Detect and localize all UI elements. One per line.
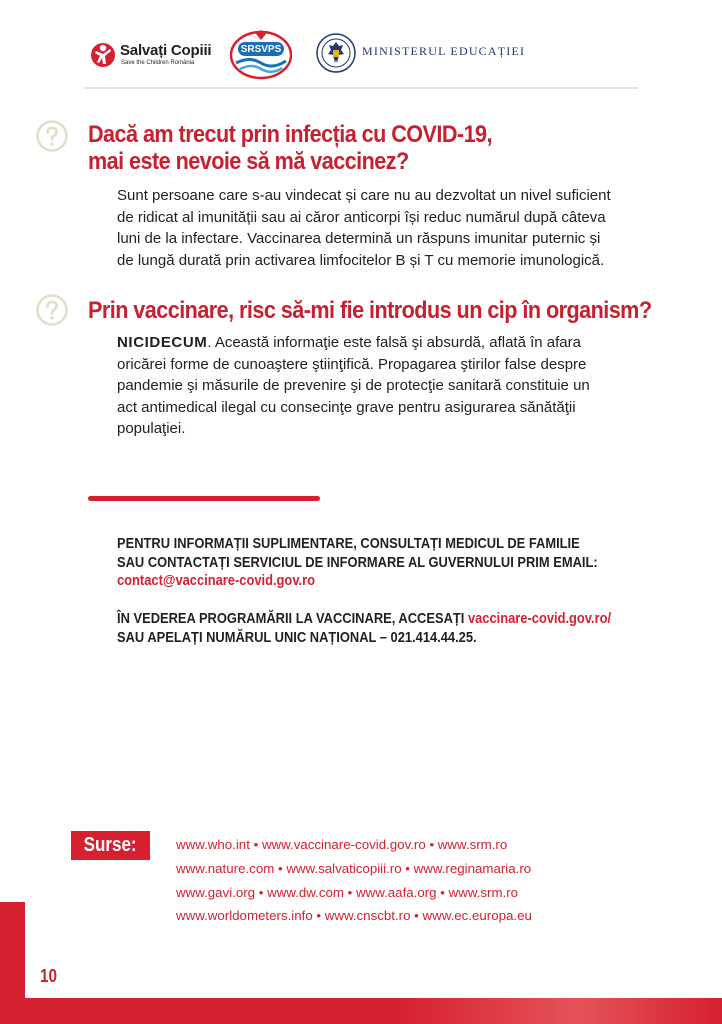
government-seal-icon: [316, 33, 356, 73]
srsvps-emblem-icon: [230, 30, 292, 80]
answer-line: . Această informaţie este falsă şi absurdă, aflată în afara: [207, 334, 581, 351]
sources-line: www.gavi.org • www.dw.com • www.aafa.org • www.srm.ro: [176, 884, 519, 900]
save-the-children-logo: [88, 38, 218, 88]
question-1-title: [88, 121, 492, 175]
srsvps-name: SRSVPS: [240, 44, 282, 55]
contact-email-link[interactable]: contact@vaccinare-covid.gov.ro: [117, 572, 316, 589]
answer-line: de ridicat al imunității sau ai căror anticorpi își reduc numărul după câteva: [117, 208, 606, 226]
booking-info-line: SAU APELAȚI NUMĂRUL UNIC NAȚIONAL – 021.414.44.25.: [117, 628, 477, 646]
vaccination-booking-info: [117, 610, 612, 647]
question-2-title: [88, 297, 652, 324]
answer-line: populaţiei.: [117, 420, 186, 438]
booking-info-line: ÎN VEDEREA PROGRAMĂRII LA VACCINARE, ACCESAȚI: [117, 610, 468, 627]
answer-emphasis: NICIDECUM: [117, 334, 208, 351]
answer-line: oricărei forme de cunoaştere ştiinţifică. Propagarea ştirilor false despre: [117, 355, 587, 373]
sources-line: www.who.int • www.vaccinare-covid.gov.ro • www.srm.ro: [176, 837, 508, 852]
question-1-title-line: mai este nevoie să mă vaccinez?: [88, 148, 409, 175]
contact-info-line: PENTRU INFORMAȚII SUPLIMENTARE, CONSULTAȚI MEDICUL DE FAMILIE: [117, 535, 580, 552]
question-mark-icon: [36, 294, 68, 326]
bottom-red-bar: [0, 998, 722, 1024]
ministry-name: MINISTERUL EDUCAȚIEI: [362, 44, 526, 58]
sources-label: [71, 831, 150, 860]
header-logos: [88, 30, 638, 80]
answer-line: luni de la infectare. Vaccinarea determină un răspuns imunitar puternic și: [117, 230, 601, 248]
save-the-children-name: Salvați Copiii: [120, 42, 212, 59]
question-1-answer: [117, 185, 635, 271]
question-2-title-line: Prin vaccinare, risc să-mi fie introdus un cip în organism?: [88, 297, 652, 324]
contact-info-line: SAU CONTACTAȚI SERVICIUL DE INFORMARE AL GUVERNULUI PRIM EMAIL:: [117, 553, 598, 571]
answer-line: Sunt persoane care s-au vindecat și care nu au dezvoltat un nivel suficient: [117, 187, 611, 204]
contact-info: [117, 535, 599, 591]
question-1-title-line: Dacă am trecut prin infecția cu COVID-19,: [88, 121, 492, 148]
sources-line: www.worldometers.info • www.cnscbt.ro • www.ec.europa.eu: [176, 908, 532, 924]
ministry-logo: [316, 30, 526, 80]
child-figure-icon: [90, 40, 116, 70]
sources-label-text: Surse:: [84, 834, 137, 856]
section-divider: [88, 496, 320, 501]
sources-line: www.nature.com • www.salvaticopiii.ro • www.reginamaria.ro: [176, 860, 532, 876]
answer-line: act antimedical ilegal cu consecinţe grave pentru asigurarea sănătăţii: [117, 398, 576, 416]
save-the-children-subtitle: Save the Children România: [121, 60, 195, 66]
question-mark-icon: [36, 120, 68, 152]
srsvps-logo: [230, 30, 292, 80]
question-2-answer: [117, 332, 635, 440]
left-red-bar: [0, 902, 25, 998]
sources-list: [176, 833, 596, 928]
answer-line: de lungă durată prin activarea limfocitelor B și T cu memorie imunologică.: [117, 251, 605, 269]
vaccination-website-link[interactable]: vaccinare-covid.gov.ro/: [467, 610, 612, 627]
page-number: 10: [40, 966, 58, 986]
header-divider: [84, 87, 638, 89]
answer-line: pandemie şi măsurile de prevenire şi de protecţie sanitară constituie un: [117, 377, 590, 395]
